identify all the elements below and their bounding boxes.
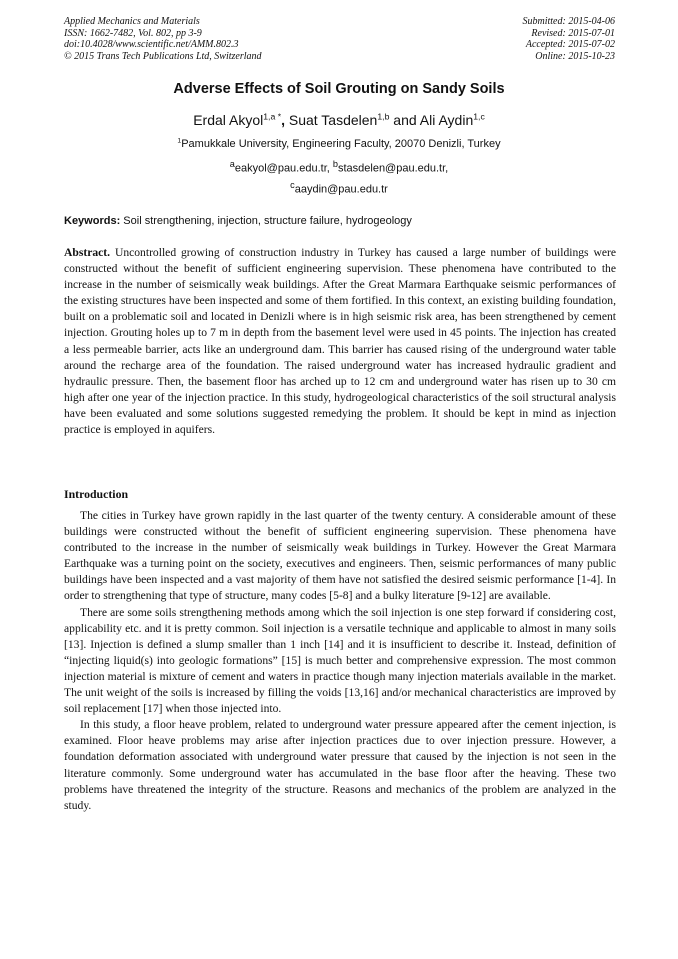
email-link[interactable]: stasdelen@pau.edu.tr, bbox=[337, 162, 449, 175]
paragraph: In this study, a floor heave problem, related to underground water pressure appeared after the cement injection, is examined. Floor heave problems may arise after injection practices due to over injection pressure. However, a foundation deformation associated with underground water pressure that caused by the injection is not seen in the literature commonly. Some underground water has accumulated in the base floor after the heaving. These two problems have threatened the integrity of the structure. Reasons and mechanics of the problem are analyzed in the study. bbox=[64, 718, 616, 812]
journal-info bbox=[64, 16, 262, 62]
author-emails bbox=[0, 159, 678, 175]
keywords-label: Keywords: bbox=[64, 215, 121, 227]
paragraph: There are some soils strengthening methods among which the soil injection is one step forward if considering cost, applicability etc. and it is pretty common. Soil injection is a versatile technique and applicable to almost in many soils [13]. Injection is defined a slump smaller than 1 inch [14] and it is insufficient to describe it. Instead, definition of “injecting liquid(s) into geologic formations” [15] is much better and comprehensive expression. The most common injection material is mixture of cement and waters in practice though many injection materials available in the market. The unit weight of the soils is increased by filling the voids [13,16] and/or mechanical characteristics are improved by soil replacement [17] when those injected into. bbox=[64, 605, 616, 716]
author-name: Erdal Akyol bbox=[193, 112, 264, 128]
submission-dates bbox=[523, 16, 616, 62]
author-separator: , bbox=[281, 112, 289, 128]
abstract bbox=[64, 245, 616, 438]
abstract-text: Uncontrolled growing of construction industry in Turkey has caused a large number of buildings were constructed without the benefit of sufficient engineering supervision. These phenomena have contributed to the increase in the number of seismically weak buildings. After the Great Marmara Earthquake seismic performances of the existing structures have been inspected and some of them fortified. In this context, an existing building foundation, built on a problematic soil and located in Denizli where is in high seismic risk area, has been strengthened by cement injection. Grouting holes up to 7 m in depth from the basement level were used in 45 points. The injection has created a less permeable barrier, acts like an underground dam. This barrier has caused rising of the underground water table around the recharge area of the foundation. The raised underground water has increased hydraulic gradient and hydraulic pressure. Then, the basement floor has arched up to 12 cm and underground water has risen up to 30 cm high after one year of the injection practice. In this study, hydrogeological characteristics of the soil structural analysis have been evaluated and some solutions suggested remedying the problem. It should be kept in mind as injection practice is employed in aquifers. bbox=[64, 246, 616, 437]
journal-name: Applied Mechanics and Materials bbox=[64, 16, 200, 27]
introduction-body bbox=[64, 508, 616, 814]
journal-copyright: © 2015 Trans Tech Publications Ltd, Switzerland bbox=[64, 50, 262, 62]
journal-issn: ISSN: 1662-7482, Vol. 802, pp 3-9 bbox=[64, 27, 202, 39]
keywords bbox=[64, 215, 616, 227]
affiliation-text: Pamukkale University, Engineering Faculty, 20070 Denizli, Turkey bbox=[181, 138, 501, 150]
author-marker: 1,b bbox=[377, 111, 390, 122]
date-online: Online: 2015-10-23 bbox=[535, 50, 615, 62]
author-marker: 1,c bbox=[473, 111, 485, 122]
author-emails-second-line bbox=[0, 180, 678, 196]
section-heading-introduction: Introduction bbox=[64, 487, 129, 501]
email-link[interactable]: aaydin@pau.edu.tr bbox=[294, 183, 388, 196]
journal-doi: doi:10.4028/www.scientific.net/AMM.802.3 bbox=[64, 39, 239, 50]
date-submitted: Submitted: 2015-04-06 bbox=[522, 16, 615, 27]
paragraph: The cities in Turkey have grown rapidly in the last quarter of the twenty century. A considerable amount of these buildings were constructed without the benefit of sufficient engineering supervision. These phenomena have contributed to the increase in the number of seismically weak buildings in Turkey. However the Great Marmara Earthquake was a turning point on the society, executives and engineers. Then, seismic performances of many public buildings have been inspected and a vast majority of them have not satisfied the desired seismic performance [1-4]. In order to strengthening that type of structure, many codes [5-8] and a bulky literature [9-12] are available. bbox=[64, 509, 616, 603]
abstract-label: Abstract. bbox=[64, 246, 111, 259]
email-marker: b bbox=[332, 159, 338, 169]
author-list bbox=[0, 112, 678, 128]
paper-title: Adverse Effects of Soil Grouting on Sandy Soils bbox=[173, 81, 505, 97]
date-accepted: Accepted: 2015-07-02 bbox=[525, 39, 615, 50]
keywords-text: Soil strengthening, injection, structure failure, hydrogeology bbox=[120, 215, 412, 227]
affiliation-marker: 1 bbox=[177, 137, 182, 145]
author-marker: 1,a * bbox=[263, 111, 282, 122]
email-link[interactable]: eakyol@pau.edu.tr, bbox=[234, 162, 333, 175]
author-name: Suat Tasdelen bbox=[288, 112, 378, 128]
email-marker: c bbox=[290, 180, 295, 190]
email-marker: a bbox=[229, 159, 235, 169]
author-separator: and bbox=[389, 112, 420, 128]
date-revised: Revised: 2015-07-01 bbox=[531, 27, 615, 39]
author-name: Ali Aydin bbox=[419, 112, 474, 128]
affiliation bbox=[0, 138, 678, 150]
